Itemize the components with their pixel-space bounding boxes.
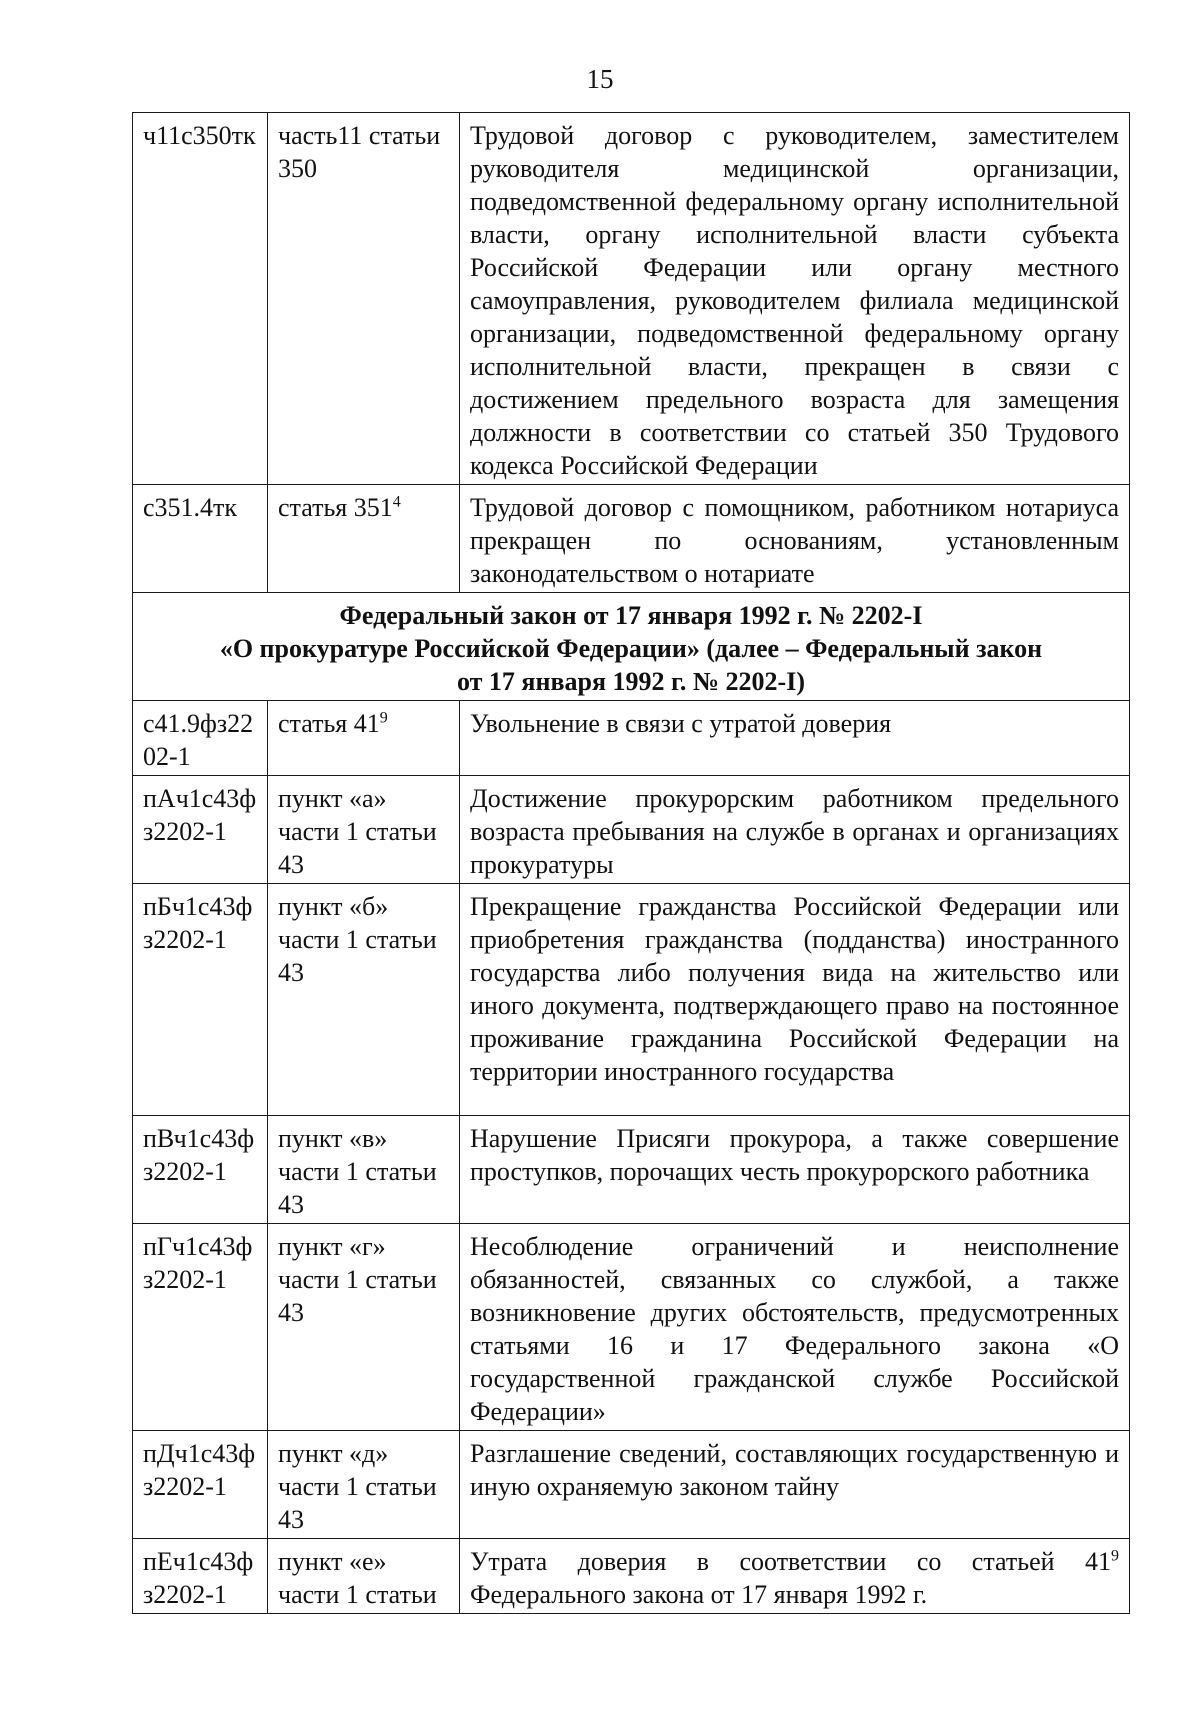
reference-cell: часть11 статьи 350 (268, 113, 460, 485)
code-cell: ч11с350тк (133, 113, 268, 485)
reference-cell: пункт «г» части 1 статьи 43 (268, 1224, 460, 1431)
code-cell: пЕч1с43фз2202-1 (133, 1539, 268, 1614)
code-cell: пАч1с43фз2202-1 (133, 776, 268, 884)
table-row (133, 113, 1130, 485)
description-cell: Трудовой договор с помощником, работником нотариуса прекращен по основаниям, установленным законодательством о нотариате (460, 485, 1130, 593)
page-number: 15 (586, 64, 614, 94)
table-row (133, 1431, 1130, 1539)
reference-cell: пункт «д» части 1 статьи 43 (268, 1431, 460, 1539)
code-cell: пГч1с43фз2202-1 (133, 1224, 268, 1431)
code-cell: с351.4тк (133, 485, 268, 593)
description-cell: Разглашение сведений, составляющих государственную и иную охраняемую законом тайну (460, 1431, 1130, 1539)
code-cell: пВч1с43фз2202-1 (133, 1116, 268, 1224)
code-cell: пБч1с43фз2202-1 (133, 884, 268, 1116)
section-heading-line: «О прокуратуре Российской Федерации» (далее – Федеральный закон (219, 634, 1043, 663)
table-row (133, 1224, 1130, 1431)
reference-superscript: 9 (379, 709, 388, 727)
section-row (133, 593, 1130, 701)
description-cell: Несоблюдение ограничений и неисполнение обязанностей, связанных со службой, а также возникновение других обстоятельств, предусмотренных статьями 16 и 17 Федерального закона «О государственной гражданской службе Российской Федерации» (460, 1224, 1130, 1431)
description-cell: Трудовой договор с руководителем, заместителем руководителя медицинской организации, подведомственной федеральному органу исполнительной власти, органу исполнительной власти субъекта Российской Федерации или органу местного самоуправления, руководителем филиала медицинской организации, подведомственной федеральному органу исполнительной власти, прекращен в связи с достижением предельного возраста для замещения должности в соответствии со статьей 350 Трудового кодекса Российской Федерации (460, 113, 1130, 485)
description-text-tail: Федерального закона от 17 января 1992 г. (470, 1580, 928, 1609)
description-text: Утрата доверия в соответствии со статьей 41 (470, 1547, 1111, 1576)
table-row (133, 884, 1130, 1116)
reference-text: статья 351 (278, 493, 393, 522)
code-cell: с41.9фз2202-1 (133, 701, 268, 776)
description-cell (460, 1539, 1130, 1614)
table-row (133, 1539, 1130, 1614)
section-heading (133, 593, 1130, 701)
reference-superscript: 4 (392, 493, 401, 511)
section-heading-line: от 17 января 1992 г. № 2202-I) (457, 667, 805, 696)
reference-cell: пункт «б» части 1 статьи 43 (268, 884, 460, 1116)
description-cell: Достижение прокурорским работником предельного возраста пребывания на службе в органах и организациях прокуратуры (460, 776, 1130, 884)
table-row (133, 701, 1130, 776)
reference-text: статья 41 (278, 709, 380, 738)
table-row (133, 776, 1130, 884)
description-superscript: 9 (1111, 1547, 1119, 1565)
codes-table (132, 112, 1130, 1614)
reference-cell (268, 485, 460, 593)
reference-cell: пункт «в» части 1 статьи 43 (268, 1116, 460, 1224)
table-row (133, 485, 1130, 593)
description-cell: Увольнение в связи с утратой доверия (460, 701, 1130, 776)
reference-cell (268, 701, 460, 776)
reference-cell: пункт «е» части 1 статьи (268, 1539, 460, 1614)
reference-cell: пункт «а» части 1 статьи 43 (268, 776, 460, 884)
code-cell: пДч1с43фз2202-1 (133, 1431, 268, 1539)
table-row (133, 1116, 1130, 1224)
description-cell: Нарушение Присяги прокурора, а также совершение проступков, порочащих честь прокурорского работника (460, 1116, 1130, 1224)
section-heading-line: Федеральный закон от 17 января 1992 г. № 2202-I (339, 601, 923, 630)
description-cell: Прекращение гражданства Российской Федерации или приобретения гражданства (подданства) иностранного государства либо получения вида на жительство или иного документа, подтверждающего право на постоянное проживание гражданина Российской Федерации на территории иностранного государства (460, 884, 1130, 1116)
